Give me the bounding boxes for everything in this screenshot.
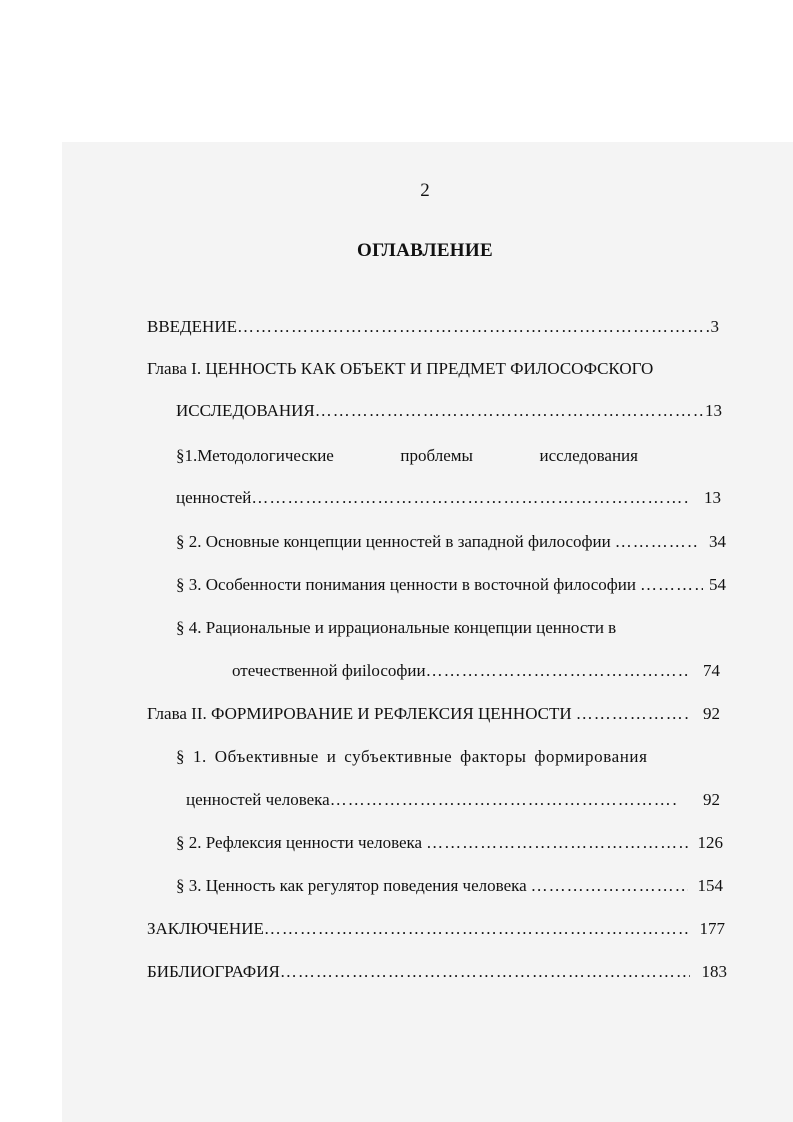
toc-leader — [531, 875, 688, 897]
toc-label: ВВЕДЕНИЕ — [147, 317, 237, 336]
toc-leader — [315, 400, 705, 422]
toc-leader — [426, 832, 687, 854]
toc-page: 154 — [697, 876, 723, 895]
toc-section1-1-line1 — [176, 445, 638, 467]
toc-section1-3 — [176, 574, 726, 596]
toc-leader — [280, 961, 690, 983]
toc-page: 92 — [703, 790, 720, 809]
toc-label: отечественной фиilософии — [232, 661, 426, 680]
toc-section2-2 — [176, 832, 723, 854]
toc-chapter2 — [147, 703, 720, 725]
toc-leader — [264, 918, 690, 940]
toc-page: 126 — [697, 833, 723, 852]
toc-title: ОГЛАВЛЕНИЕ — [357, 240, 493, 261]
toc-label: § 2. Основные концепции ценностей в западной философии — [176, 532, 611, 551]
toc-label: БИБЛИОГРАФИЯ — [147, 962, 280, 981]
toc-leader — [640, 574, 703, 596]
toc-leader — [330, 789, 679, 811]
toc-page: 177 — [699, 919, 725, 938]
toc-section1-4-line1: § 4. Рациональные и иррациональные концепции ценности в — [176, 618, 617, 637]
toc-leader — [576, 703, 689, 725]
toc-page: 34 — [709, 532, 726, 551]
toc-entry-bibliography — [147, 961, 727, 983]
toc-section1-1-line2 — [176, 487, 721, 509]
toc-section1-4-line2 — [232, 660, 720, 682]
toc-page: 92 — [703, 704, 720, 723]
toc-section2-1-line1: § 1. Объективные и субъективные факторы формирования — [176, 747, 648, 766]
toc-leader — [615, 531, 699, 553]
toc-page: 183 — [701, 962, 727, 981]
toc-entry-intro — [147, 316, 719, 338]
toc-page: 13 — [704, 488, 721, 507]
toc-label: ценностей человека — [186, 790, 330, 809]
toc-label: § 3. Особенности понимания ценности в восточной философии — [176, 575, 637, 594]
page-number: 2 — [420, 180, 430, 201]
toc-word: §1.Методологические — [176, 446, 334, 465]
toc-chapter1-line1: Глава I. ЦЕННОСТЬ КАК ОБЪЕКТ И ПРЕДМЕТ ФИЛОСОФСКОГО — [147, 359, 654, 378]
toc-label: § 3. Ценность как регулятор поведения человека — [176, 876, 527, 895]
toc-page: 54 — [709, 575, 726, 594]
toc-label: Глава II. ФОРМИРОВАНИЕ И РЕФЛЕКСИЯ ЦЕННОСТИ — [147, 704, 572, 723]
toc-chapter1-line2 — [176, 400, 722, 422]
toc-label: ЗАКЛЮЧЕНИЕ — [147, 919, 264, 938]
toc-leader — [426, 660, 689, 682]
toc-leader — [251, 487, 688, 509]
toc-word: исследования — [539, 446, 638, 465]
toc-label: ценностей — [176, 488, 252, 507]
toc-page: 74 — [703, 661, 720, 680]
toc-word: проблемы — [400, 446, 473, 465]
toc-section1-2 — [176, 531, 726, 553]
toc-entry-conclusion — [147, 918, 725, 940]
toc-page: 13 — [705, 401, 722, 420]
toc-label: ИССЛЕДОВАНИЯ — [176, 401, 315, 420]
toc-leader — [237, 316, 711, 338]
toc-page: 3 — [710, 317, 719, 336]
toc-section2-1-line2 — [186, 789, 720, 811]
toc-label: § 2. Рефлексия ценности человека — [176, 833, 423, 852]
toc-section2-3 — [176, 875, 723, 897]
